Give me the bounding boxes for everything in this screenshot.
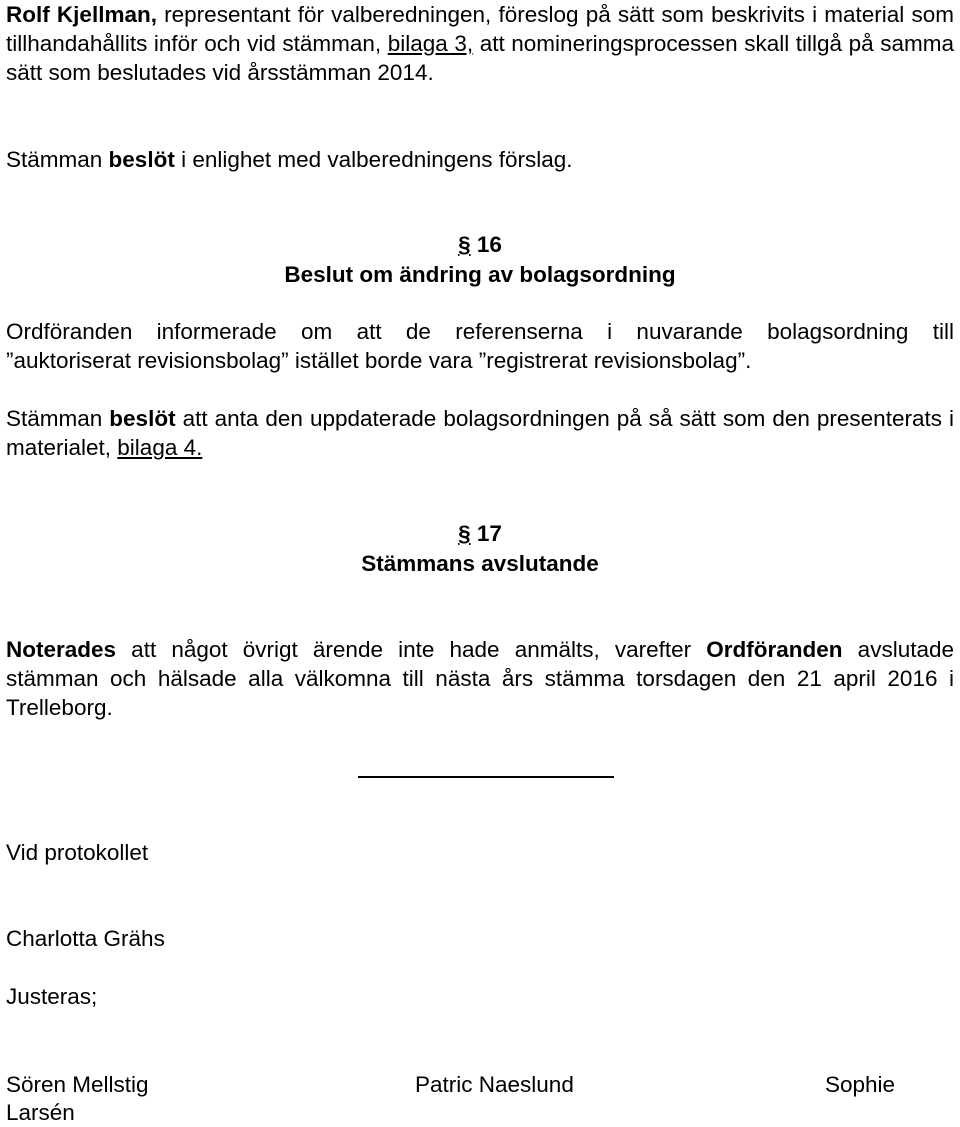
section-16-info [6, 317, 954, 375]
closing-paragraph [6, 635, 954, 722]
section-number: 17 [470, 521, 502, 546]
chair-word: Ordföranden [706, 637, 843, 662]
decision-verb: beslöt [108, 147, 175, 172]
s16-decision-pre: Stämman [6, 406, 110, 431]
info-line-2: ”auktoriserat revisionsbolag” istället borde vara ”registrerat revisionsbolag”. [6, 348, 752, 373]
info-line-1: Ordföranden informerade om att de referenserna i nuvarande bolagsordning till [6, 319, 954, 344]
section-17-title: Stämmans avslutande [361, 551, 599, 576]
paragraph-symbol: § [458, 232, 471, 257]
section-16-decision [6, 404, 954, 462]
appendix-3-link[interactable]: bilaga 3, [387, 31, 474, 56]
paragraph-symbol: § [458, 521, 471, 546]
decision-post: i enlighet med valberedningens förslag. [174, 147, 573, 172]
nomination-paragraph [6, 0, 954, 87]
section-16-number [6, 230, 954, 260]
signer-3-last: Larsén [6, 1100, 75, 1125]
nomination-text-cont: att nomineringsprocessen skall tillgå på samma sätt som beslutades vid årsstämman 2014. [6, 31, 954, 85]
adjusted-label: Justeras; [6, 984, 98, 1009]
section-number: 16 [470, 232, 502, 257]
s16-decision-verb: beslöt [109, 406, 176, 431]
s16-decision-text: att anta den uppdaterade bolagsordningen på så sätt som den presenterats i materialet, [6, 406, 954, 460]
nomination-text: representant för valberedningen, föreslog på sätt som beskrivits i material som tillhandahållits inför och vid stämman, [6, 2, 954, 56]
noted-word: Noterades [6, 637, 117, 662]
decision-paragraph [6, 145, 954, 174]
decision-pre: Stämman [6, 147, 109, 172]
section-17-number [6, 519, 954, 549]
closing-text: att något övrigt ärende inte hade anmälts, varefter [116, 637, 707, 662]
signature-divider [358, 776, 614, 778]
appendix-4-link[interactable]: bilaga 4. [117, 435, 203, 460]
protocol-label: Vid protokollet [6, 840, 149, 865]
signer-2: Patric Naeslund [415, 1072, 574, 1097]
signer-1: Sören Mellstig [6, 1072, 149, 1097]
secretary-name: Charlotta Grähs [6, 926, 165, 951]
speaker-name: Rolf Kjellman, [6, 2, 157, 27]
signer-3-first: Sophie [825, 1072, 896, 1097]
section-16-title: Beslut om ändring av bolagsordning [284, 262, 676, 287]
closing-text-cont: avslutade stämman och hälsade alla välkomna till nästa års stämma torsdagen den 21 april 2016 i Trelleborg. [6, 637, 954, 720]
